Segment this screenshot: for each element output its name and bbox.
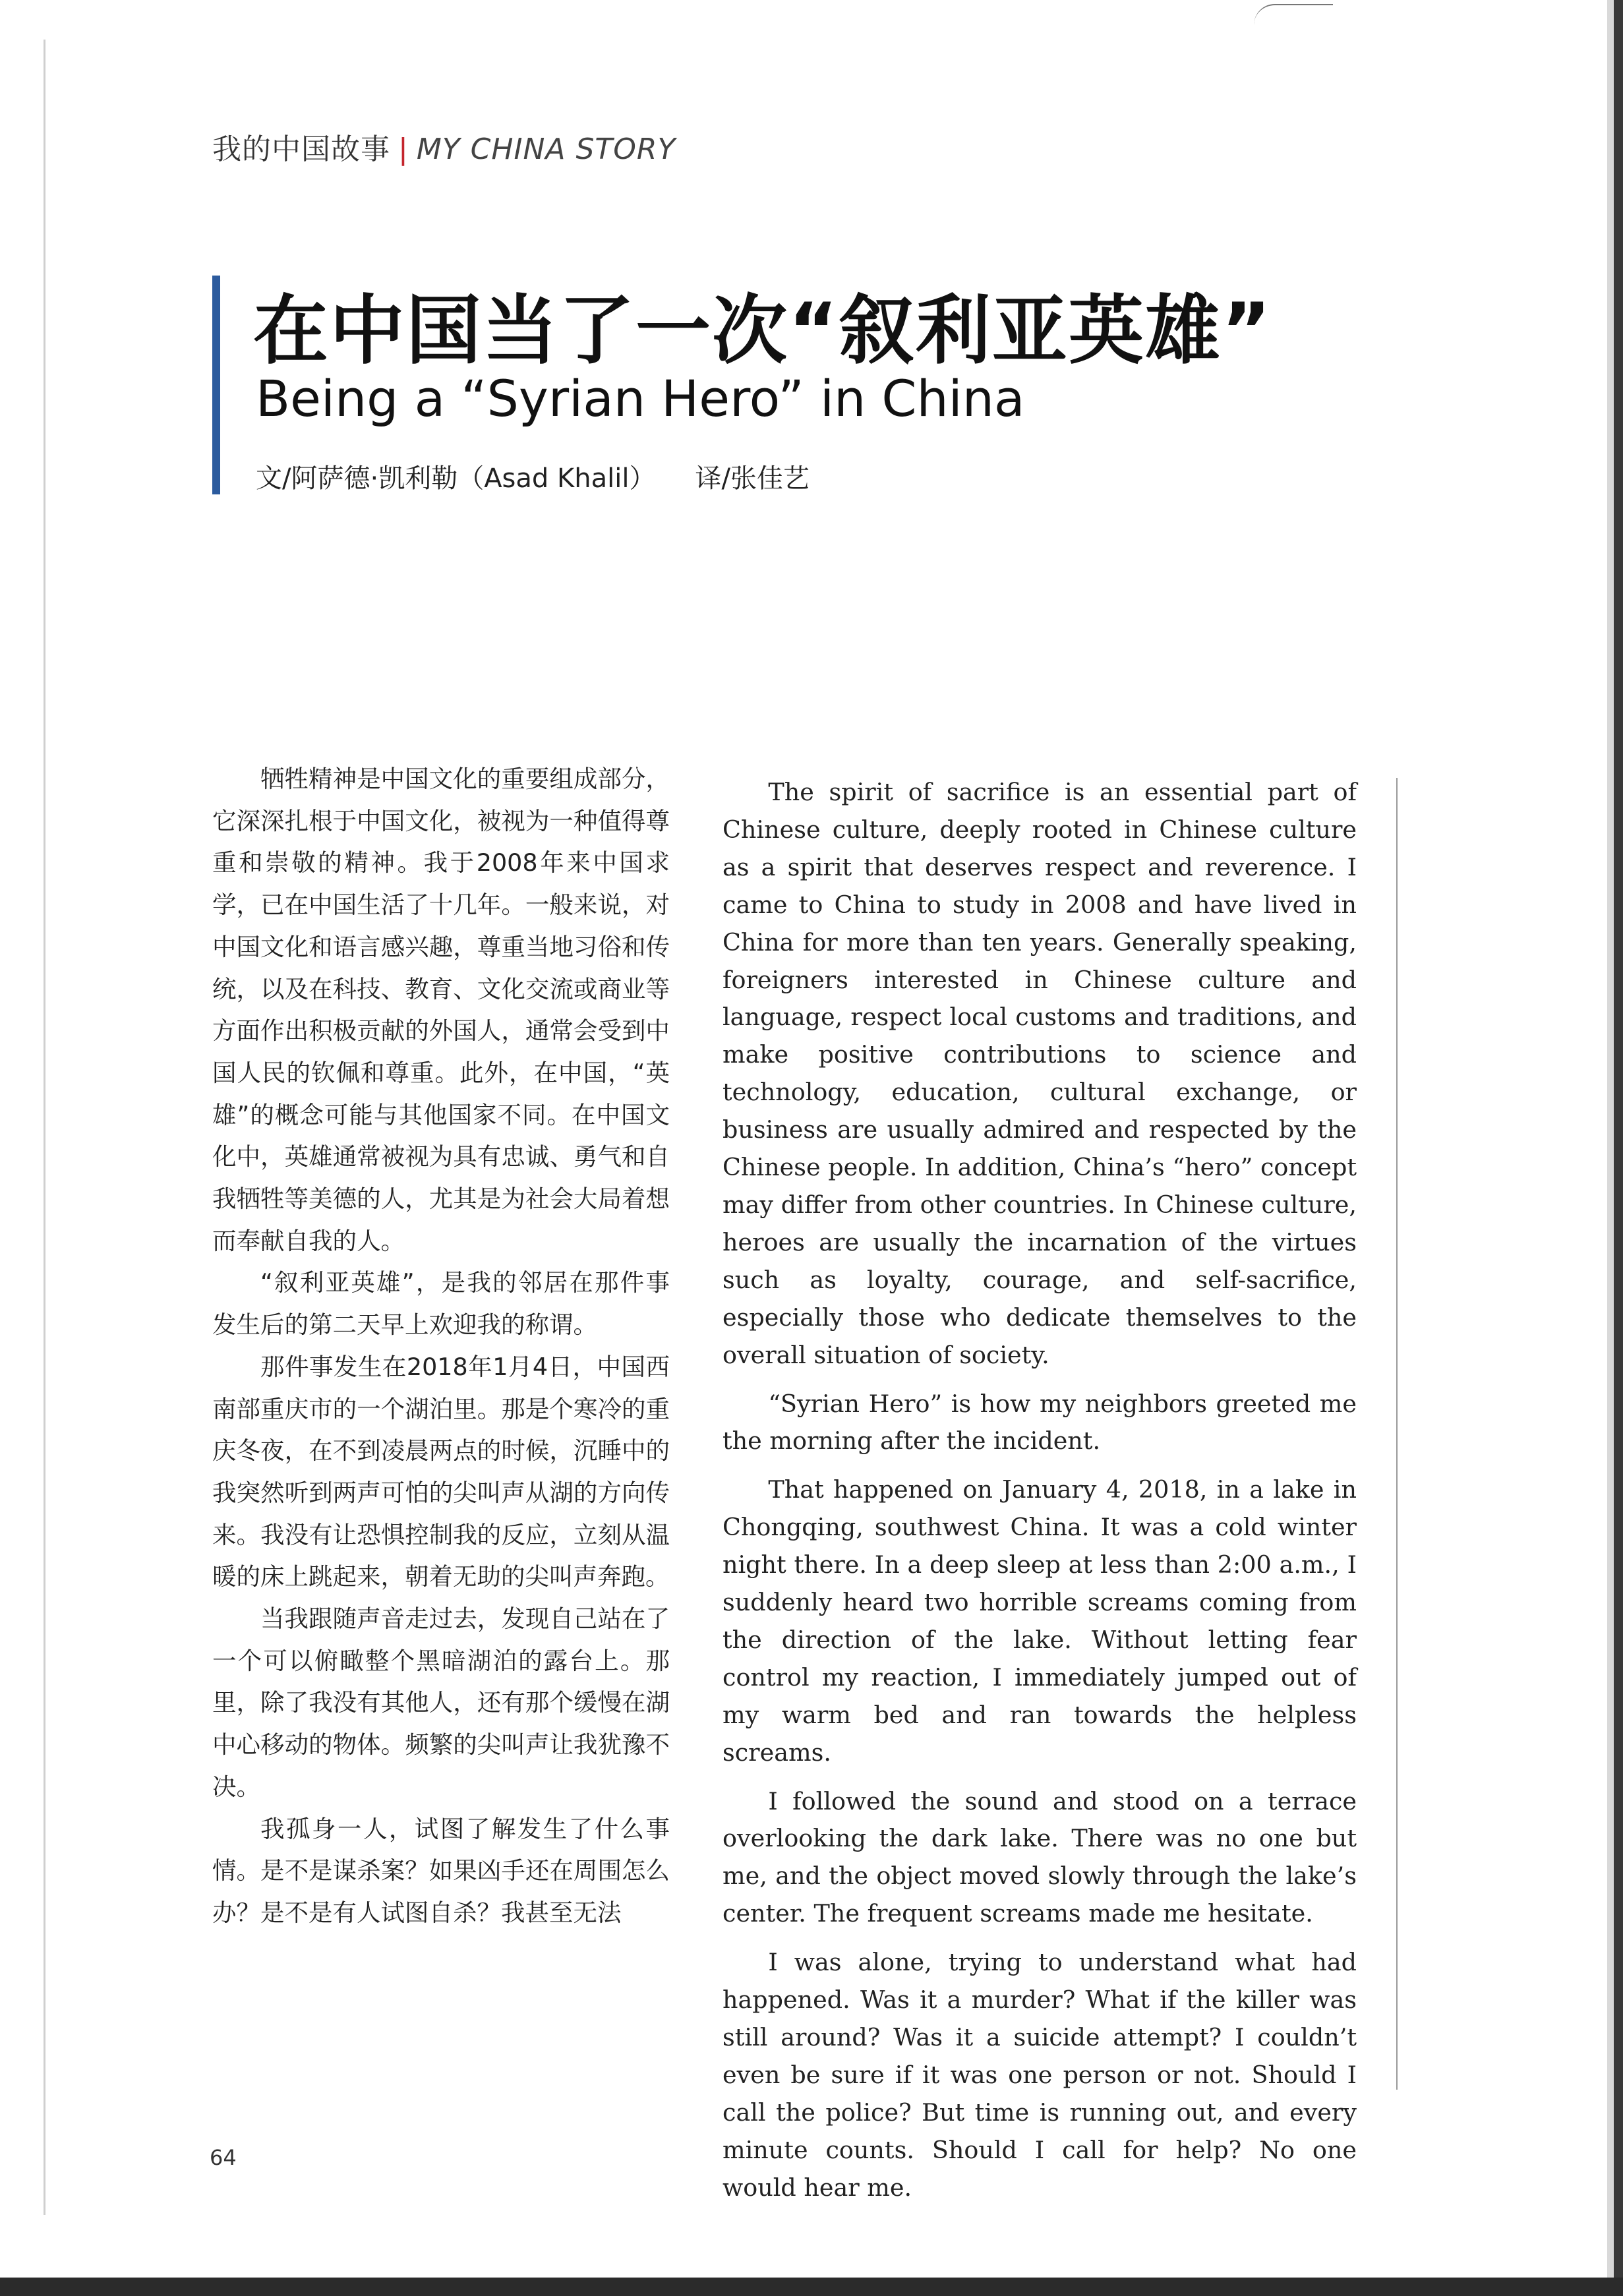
paragraph-cn: “叙利亚英雄”，是我的邻居在那件事发生后的第二天早上欢迎我的称谓。 [212,1268,670,1339]
column-rule [1396,778,1398,2090]
byline-author: 文/阿萨德·凯利勒（Asad Khalil） [256,463,656,494]
scan-artifact-left-line [44,40,45,2215]
scan-artifact-right-shadow [1607,0,1614,2296]
section-label-cn: 我的中国故事 [212,132,390,166]
paragraph-en: I was alone, trying to understand what had happened. Was it a murder? What if the killer was still around? Was it a suicide attempt? I couldn’t even be sure if it was one person or not. Should I call the police? But time is running out, and every minute counts. Should I call for help? No one would hear me. [723,1948,1357,2202]
article-title-en: Being a “Syrian Hero” in China [256,369,1025,428]
section-label-divider: | [398,132,409,166]
paragraph-cn: 我孤身一人，试图了解发生了什么事情。是不是谋杀案？如果凶手还在周围怎么办？是不是有人试图自杀？我甚至无法 [212,1814,670,1927]
page-number: 64 [210,2145,237,2170]
title-accent-bar [212,276,220,494]
paragraph-en: “Syrian Hero” is how my neighbors greeted me the morning after the incident. [723,1389,1357,1456]
byline-translator: 译/张佳艺 [695,463,810,494]
scan-artifact-curve [1254,4,1333,25]
section-label [212,125,676,167]
byline [256,457,810,495]
paragraph-en: The spirit of sacrifice is an essential part of Chinese culture, deeply rooted in Chinese culture as a spirit that deserves respect and reverence. I came to China to study in 2008 and have lived in China for more than ten years. Generally speaking, foreigners interested in Chinese culture and language, respect local customs and traditions, and make positive contributions to science and technology, education, cultural exchange, or business are usually admired and respected by the Chinese people. In addition, China’s “hero” concept may differ from other countries. In Chinese culture, heroes are usually the incarnation of the virtues such as loyalty, courage, and self-sacrifice, especially those who dedicate themselves to the overall situation of society. [723,778,1357,1369]
paragraph-en: That happened on January 4, 2018, in a lake in Chongqing, southwest China. It was a cold winter night there. In a deep sleep at less than 2:00 a.m., I suddenly heard two horrible screams coming from the direction of the lake. Without letting fear control my reaction, I immediately jumped out of my warm bed and ran towards the helpless screams. [723,1475,1357,1767]
scan-artifact-right-edge [1614,0,1623,2296]
paragraph-cn: 牺牲精神是中国文化的重要组成部分，它深深扎根于中国文化，被视为一种值得尊重和崇敬的精神。我于2008年来中国求学，已在中国生活了十几年。一般来说，对中国文化和语言感兴趣，尊重当地习俗和传统，以及在科技、教育、文化交流或商业等方面作出积极贡献的外国人，通常会受到中国人民的钦佩和尊重。此外，在中国，“英雄”的概念可能与其他国家不同。在中国文化中，英雄通常被视为具有忠诚、勇气和自我牺牲等美德的人，尤其是为社会大局着想而奉献自我的人。 [212,765,670,1255]
chinese-text-column [212,758,670,1934]
paragraph-cn: 那件事发生在2018年1月4日，中国西南部重庆市的一个湖泊里。那是个寒冷的重庆冬夜，在不到凌晨两点的时候，沉睡中的我突然听到两声可怕的尖叫声从湖的方向传来。我没有让恐惧控制我的反应，立刻从温暖的床上跳起来，朝着无助的尖叫声奔跑。 [212,1352,670,1591]
paragraph-cn: 当我跟随声音走过去，发现自己站在了一个可以俯瞰整个黑暗湖泊的露台上。那里，除了我没有其他人，还有那个缓慢在湖中心移动的物体。频繁的尖叫声让我犹豫不决。 [212,1604,670,1801]
article-title-cn: 在中国当了一次“叙利亚英雄” [253,287,1272,374]
english-text-column [723,774,1357,2218]
paragraph-en: I followed the sound and stood on a terrace overlooking the dark lake. There was no one but me, and the object moved slowly through the lake’s center. The frequent screams made me hesitate. [723,1786,1357,1928]
section-label-en: MY CHINA STORY [416,132,676,166]
scan-artifact-bottom-edge [0,2278,1623,2296]
